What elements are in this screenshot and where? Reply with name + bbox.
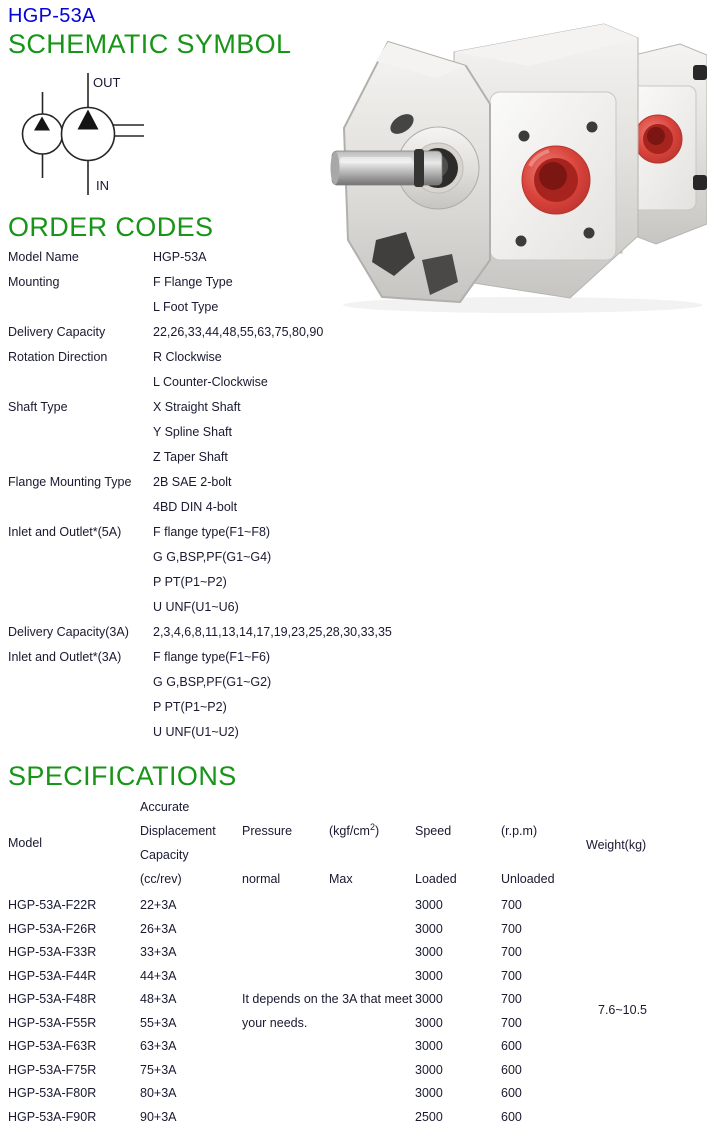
order-row	[8, 270, 668, 295]
spec-capacity: 55+3A	[140, 1016, 177, 1030]
order-row	[8, 645, 668, 670]
pressure-unit-close: )	[375, 824, 380, 838]
order-row	[8, 370, 668, 395]
order-row	[8, 345, 668, 370]
spec-weight-value: 7.6~10.5	[598, 1003, 648, 1017]
order-label	[8, 495, 153, 520]
spec-row	[0, 992, 707, 1016]
spec-speed-unloaded: 700	[501, 898, 522, 912]
spec-row	[0, 1110, 707, 1133]
spec-capacity: 80+3A	[140, 1086, 177, 1100]
spec-header-pressure: Pressure	[242, 824, 293, 838]
spec-speed-loaded: 3000	[415, 945, 443, 959]
page-title: HGP-53A	[8, 5, 96, 27]
spec-capacity: 22+3A	[140, 898, 177, 912]
spec-model: HGP-53A-F75R	[8, 1063, 97, 1077]
order-value: G G,BSP,PF(G1~G2)	[153, 675, 272, 689]
spec-speed-unloaded: 700	[501, 922, 522, 936]
order-value: P PT(P1~P2)	[153, 575, 227, 589]
pressure-unit-sup: 2	[369, 821, 375, 832]
spec-header-normal: normal	[242, 872, 281, 886]
schematic-symbol-diagram	[0, 68, 170, 208]
order-label: Inlet and Outlet*(3A)	[8, 650, 122, 664]
order-row	[8, 695, 668, 720]
order-row	[8, 445, 668, 470]
order-row	[8, 295, 668, 320]
spec-header-capacity-line3: Capacity	[140, 848, 189, 862]
order-value: R Clockwise	[153, 350, 222, 364]
order-label	[8, 445, 153, 470]
spec-row	[0, 1016, 707, 1040]
spec-header-speed-unit: (r.p.m)	[501, 824, 538, 838]
order-value: 4BD DIN 4-bolt	[153, 500, 238, 514]
spec-speed-loaded: 3000	[415, 1016, 443, 1030]
spec-capacity: 63+3A	[140, 1039, 177, 1053]
order-value: F Flange Type	[153, 275, 233, 289]
spec-header-capacity-line4: (cc/rev)	[140, 872, 182, 886]
spec-header-unloaded: Unloaded	[501, 872, 555, 886]
spec-speed-unloaded: 700	[501, 992, 522, 1006]
order-label	[8, 670, 153, 695]
spec-capacity: 90+3A	[140, 1110, 177, 1124]
spec-model: HGP-53A-F48R	[8, 992, 97, 1006]
order-row	[8, 520, 668, 545]
spec-capacity: 44+3A	[140, 969, 177, 983]
spec-capacity: 75+3A	[140, 1063, 177, 1077]
order-row	[8, 670, 668, 695]
spec-model: HGP-53A-F80R	[8, 1086, 97, 1100]
spec-model: HGP-53A-F44R	[8, 969, 97, 983]
spec-model: HGP-53A-F22R	[8, 898, 97, 912]
order-value: U UNF(U1~U2)	[153, 725, 239, 739]
spec-speed-loaded: 3000	[415, 1086, 443, 1100]
specifications-table	[0, 795, 707, 1133]
order-value: G G,BSP,PF(G1~G4)	[153, 550, 272, 564]
section-heading-order-codes: ORDER CODES	[8, 212, 214, 242]
order-row	[8, 420, 668, 445]
section-heading-schematic: SCHEMATIC SYMBOL	[8, 29, 292, 59]
order-value: F flange type(F1~F8)	[153, 525, 271, 539]
order-row	[8, 495, 668, 520]
spec-capacity: 48+3A	[140, 992, 177, 1006]
spec-model: HGP-53A-F90R	[8, 1110, 97, 1124]
secondary-pump-port	[634, 115, 682, 163]
order-label	[8, 720, 153, 745]
spec-speed-loaded: 3000	[415, 992, 443, 1006]
spec-speed-loaded: 3000	[415, 1039, 443, 1053]
spec-speed-loaded: 2500	[415, 1110, 443, 1124]
main-pump-port	[522, 146, 590, 214]
order-label: Mounting	[8, 275, 60, 289]
order-value: 2B SAE 2-bolt	[153, 475, 232, 489]
order-label: Delivery Capacity(3A)	[8, 625, 129, 639]
order-value: Y Spline Shaft	[153, 425, 232, 439]
spec-speed-loaded: 3000	[415, 922, 443, 936]
order-row	[8, 395, 668, 420]
order-row	[8, 545, 668, 570]
spec-header-loaded: Loaded	[415, 872, 457, 886]
order-value: HGP-53A	[153, 250, 207, 264]
spec-speed-unloaded: 700	[501, 1016, 522, 1030]
order-label: Inlet and Outlet*(5A)	[8, 525, 122, 539]
order-label: Shaft Type	[8, 400, 68, 414]
spec-row	[0, 898, 707, 922]
schematic-in-label: IN	[96, 178, 109, 193]
spec-speed-loaded: 3000	[415, 898, 443, 912]
spec-speed-unloaded: 600	[501, 1063, 522, 1077]
order-value: P PT(P1~P2)	[153, 700, 227, 714]
order-label	[8, 295, 153, 320]
pressure-unit-open: (kgf/cm	[329, 824, 370, 838]
spec-row	[0, 1039, 707, 1063]
order-label	[8, 570, 153, 595]
spec-header-weight: Weight(kg)	[586, 838, 647, 852]
spec-speed-unloaded: 600	[501, 1086, 522, 1100]
spec-speed-unloaded: 600	[501, 1039, 522, 1053]
order-label	[8, 545, 153, 570]
order-label: Model Name	[8, 250, 79, 264]
schematic-out-label: OUT	[93, 75, 121, 90]
spec-header-speed: Speed	[415, 824, 452, 838]
drive-shaft	[331, 149, 443, 187]
spec-speed-unloaded: 600	[501, 1110, 522, 1124]
spec-speed-loaded: 3000	[415, 969, 443, 983]
order-row	[8, 470, 668, 495]
spec-row	[0, 1063, 707, 1087]
spec-row	[0, 922, 707, 946]
order-row	[8, 595, 668, 620]
spec-model: HGP-53A-F33R	[8, 945, 97, 959]
spec-row	[0, 945, 707, 969]
order-row	[8, 620, 668, 645]
spec-header-pressure-unit	[329, 821, 380, 838]
order-value: U UNF(U1~U6)	[153, 600, 239, 614]
order-row	[8, 570, 668, 595]
spec-row	[0, 1086, 707, 1110]
spec-header-model: Model	[8, 836, 43, 850]
spec-model: HGP-53A-F26R	[8, 922, 97, 936]
order-label	[8, 695, 153, 720]
spec-speed-unloaded: 700	[501, 969, 522, 983]
order-value: F flange type(F1~F6)	[153, 650, 271, 664]
order-value: 22,26,33,44,48,55,63,75,80,90	[153, 325, 324, 339]
spec-model: HGP-53A-F55R	[8, 1016, 97, 1030]
spec-row	[0, 969, 707, 993]
order-value: L Counter-Clockwise	[153, 375, 268, 389]
order-value: 2,3,4,6,8,11,13,14,17,19,23,25,28,30,33,35	[153, 625, 392, 639]
spec-speed-loaded: 3000	[415, 1063, 443, 1077]
spec-model: HGP-53A-F63R	[8, 1039, 97, 1053]
spec-pressure-note: It depends on the 3A that meet your needs.	[242, 992, 413, 1030]
order-value: Z Taper Shaft	[153, 450, 228, 464]
order-row	[8, 720, 668, 745]
order-label	[8, 595, 153, 620]
order-row	[8, 320, 668, 345]
order-label: Delivery Capacity	[8, 325, 106, 339]
order-label	[8, 420, 153, 445]
order-label: Flange Mounting Type	[8, 475, 132, 489]
spec-capacity: 26+3A	[140, 922, 177, 936]
spec-header-max: Max	[329, 872, 353, 886]
spec-capacity: 33+3A	[140, 945, 177, 959]
spec-header-capacity-line2: Displacement	[140, 824, 216, 838]
section-heading-specifications: SPECIFICATIONS	[8, 761, 237, 791]
order-label	[8, 370, 153, 395]
order-codes-table	[8, 245, 668, 745]
order-label: Rotation Direction	[8, 350, 108, 364]
order-value: L Foot Type	[153, 300, 219, 314]
spec-header-capacity-line1: Accurate	[140, 800, 190, 814]
order-value: X Straight Shaft	[153, 400, 241, 414]
order-row	[8, 245, 668, 270]
spec-speed-unloaded: 700	[501, 945, 522, 959]
